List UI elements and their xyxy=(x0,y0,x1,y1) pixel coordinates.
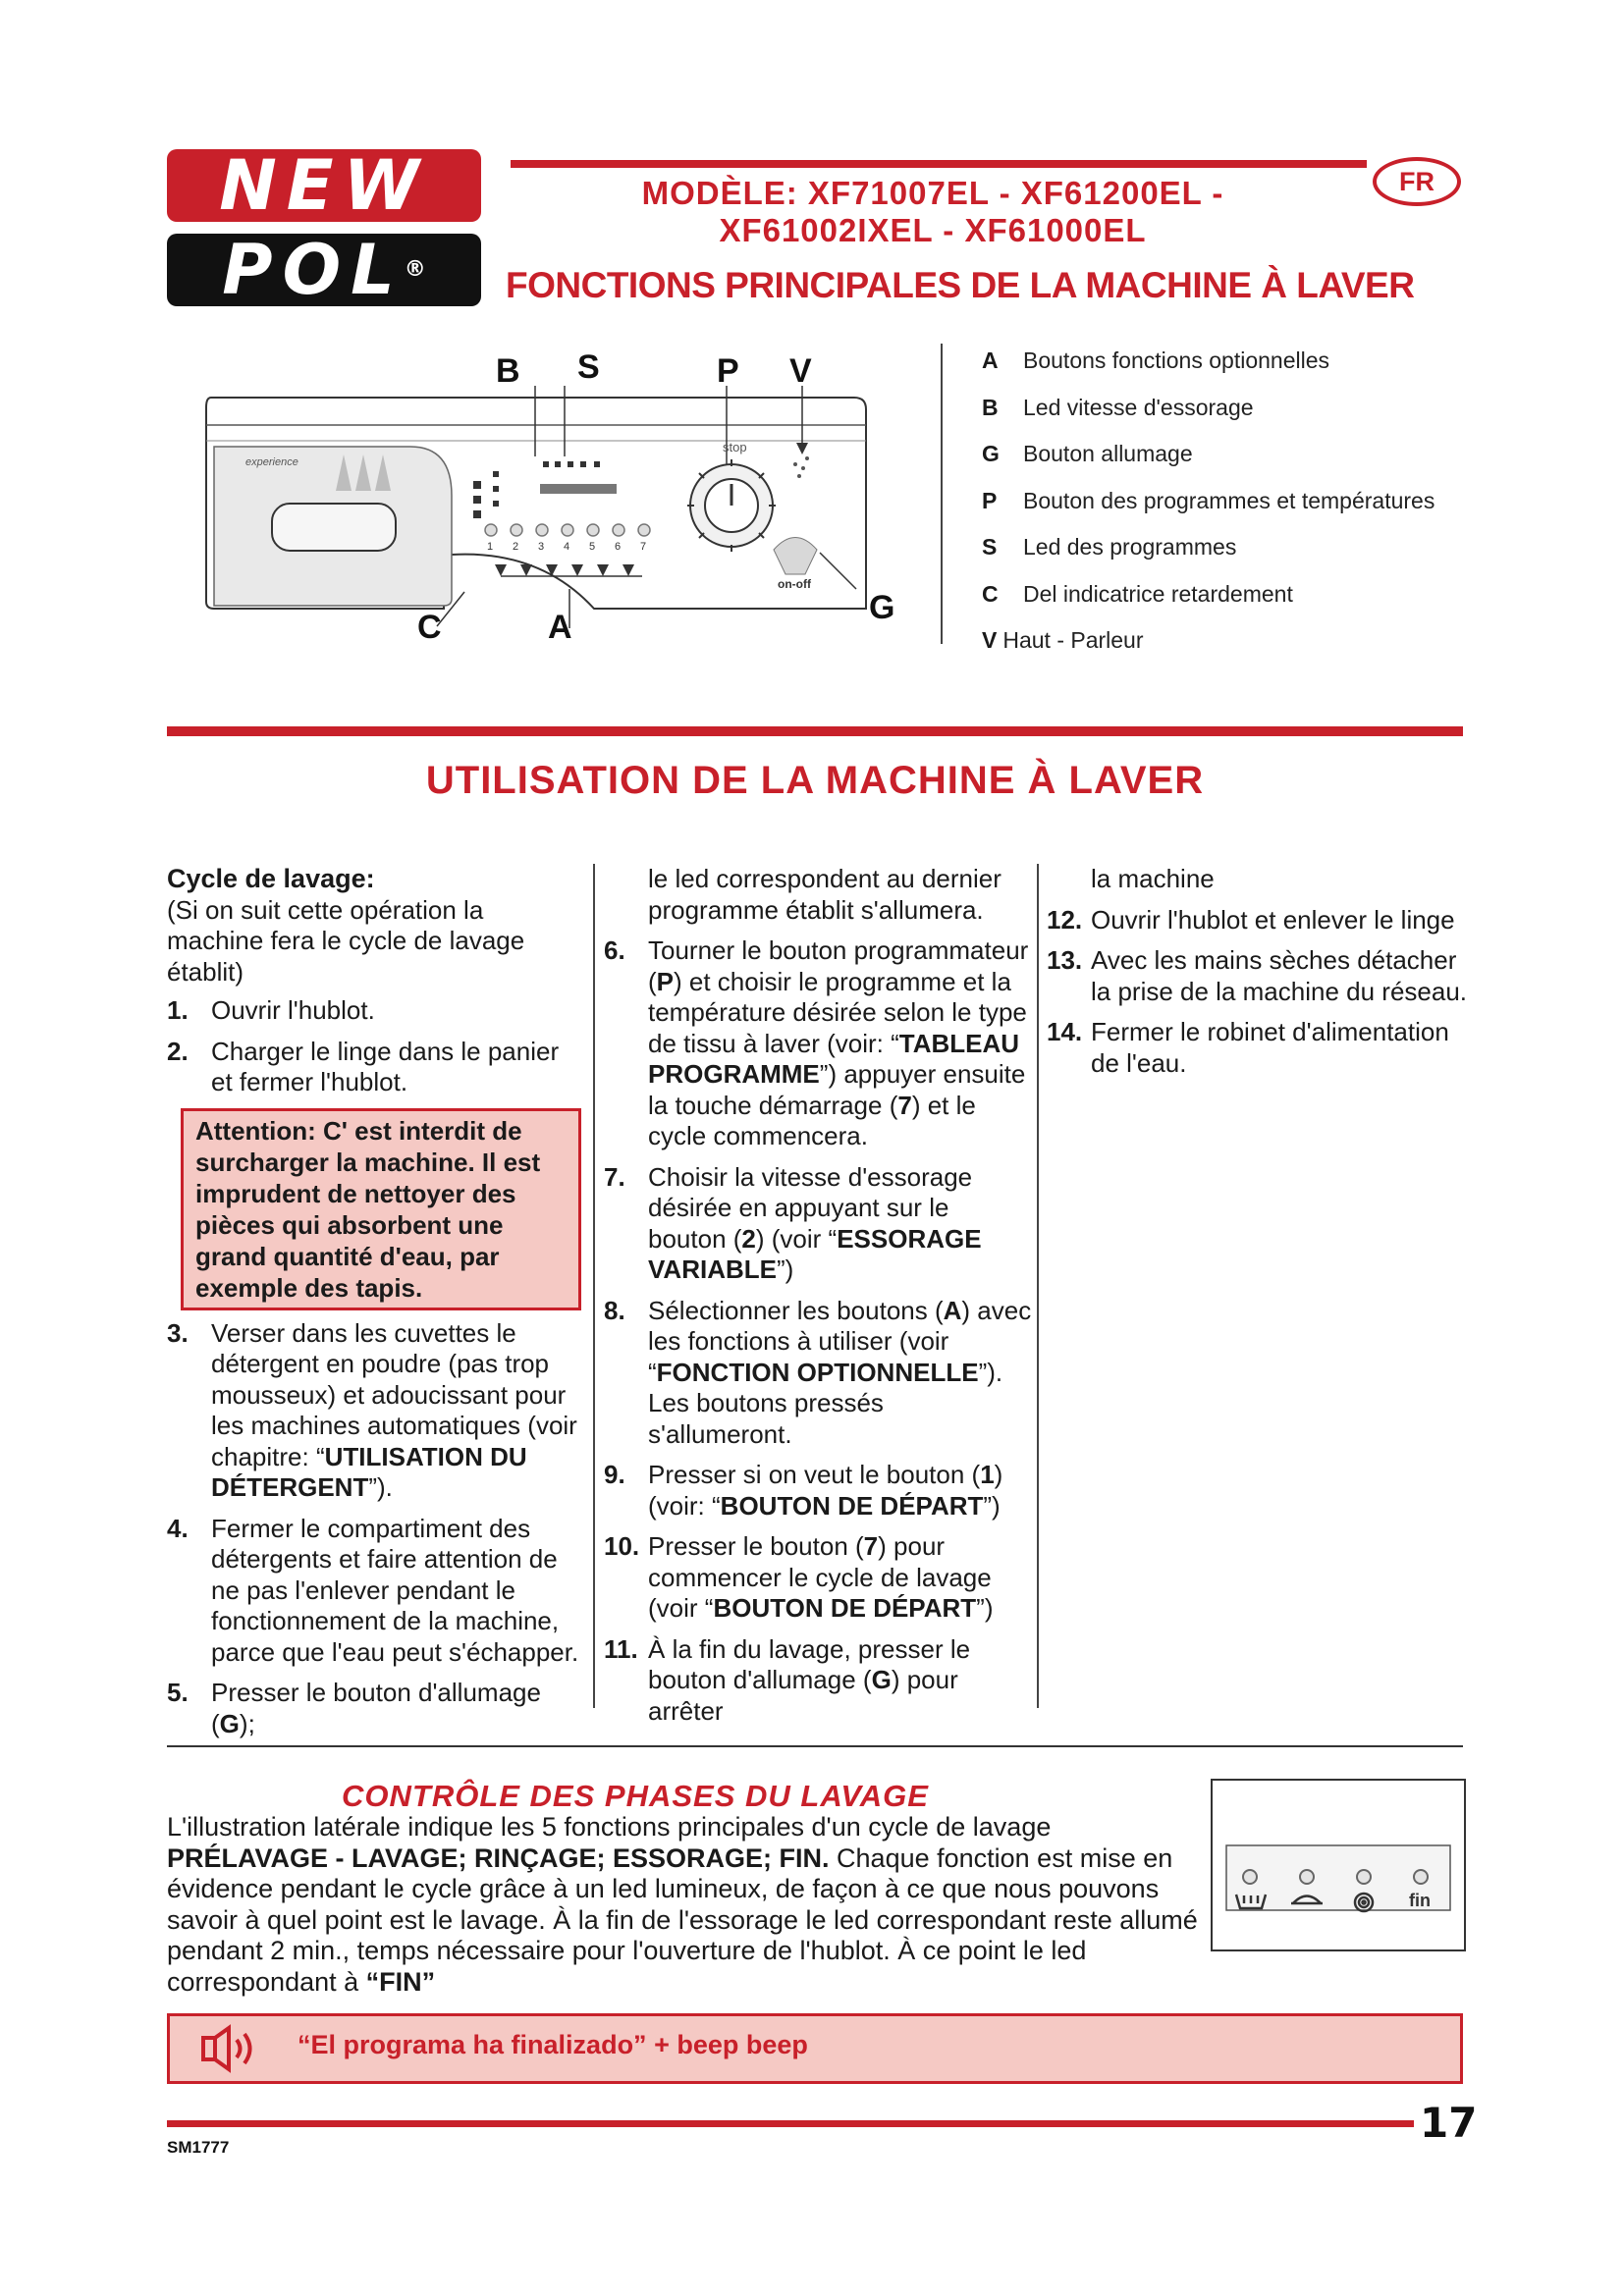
diagram-label-c: C xyxy=(417,609,442,646)
usage-column-2 xyxy=(604,864,1033,1736)
step-item: 4. Fermer le compartiment des détergents et faire attention de ne pas l'enlever pendant le fonctionnement de la machine, parce que l'eau peut s'échapper. xyxy=(167,1513,579,1667)
model-line-2: XF61002IXEL - XF61000EL xyxy=(719,212,1147,248)
step-item: 7. Choisir la vitesse d'essorage désirée en appuyant sur le bouton (2) (voir “ESSORAGE VARIABLE”) xyxy=(604,1161,982,1284)
header-rule xyxy=(511,160,1367,168)
diagram-label-b: B xyxy=(496,352,520,390)
led-number: 1 xyxy=(487,541,494,553)
diagram-label-a: A xyxy=(548,609,572,646)
column-divider xyxy=(1037,864,1039,1708)
step-item: 1. Ouvrir l'hublot. xyxy=(167,995,375,1025)
diagram-label-g: G xyxy=(869,589,895,626)
phase-led-drawing xyxy=(1213,1781,1464,1949)
legend-item: C Del indicatrice retardement xyxy=(982,580,1293,607)
section-title-control: CONTRÔLE DES PHASES DU LAVAGE xyxy=(342,1779,929,1813)
led-fin-label: fin xyxy=(1409,1891,1431,1910)
step-item: 2. Charger le linge dans le panier et fermer l'hublot. xyxy=(167,1036,560,1096)
led-number: 3 xyxy=(538,541,545,553)
cycle-intro: (Si on suit cette opération la machine fera le cycle de lavage établit) xyxy=(167,894,525,987)
led-number: 7 xyxy=(640,541,647,553)
step-item: 9. Presser si on veut le bouton (1) (voir: “BOUTON DE DÉPART”) xyxy=(604,1460,1003,1521)
led-number: 4 xyxy=(564,541,570,553)
legend-item: G Bouton allumage xyxy=(982,441,1193,466)
model-line-1: MODÈLE: XF71007EL - XF61200EL - xyxy=(641,175,1224,211)
legend-item: S Led des programmes xyxy=(982,534,1237,560)
notice-text: “El programa ha finalizado” + beep beep xyxy=(298,2030,808,2059)
cycle-title: Cycle de lavage: xyxy=(167,864,375,893)
model-heading xyxy=(511,175,1355,249)
step-item: 14. Fermer le robinet d'alimentation de l'eau. xyxy=(1047,1017,1449,1078)
overload-warning: Attention: C' est interdit de surcharger la machine. Il est imprudent de nettoyer des pièces qui absorbent une grand quantité d'eau, par exemple des tapis. xyxy=(181,1108,581,1310)
footer-rule xyxy=(167,2120,1414,2127)
document-code: SM1777 xyxy=(167,2138,230,2157)
usage-column-3 xyxy=(1047,864,1469,1089)
step-item: 10. Presser le bouton (7) pour commencer le cycle de lavage (voir “BOUTON DE DÉPART”) xyxy=(604,1531,994,1623)
section-divider xyxy=(167,726,1463,736)
diagram-label-p: P xyxy=(717,352,739,390)
step-item: 13. Avec les mains sèches détacher la prise de la machine du réseau. xyxy=(1047,945,1468,1006)
brand-logo xyxy=(167,145,481,310)
section-rule xyxy=(167,1745,1463,1747)
end-notice xyxy=(167,2013,1463,2084)
led-number: 6 xyxy=(615,541,622,553)
step-continuation: la machine xyxy=(1091,864,1215,893)
control-paragraph: L'illustration latérale indique les 5 fonctions principales d'un cycle de lavage PRÉLAVAGE - LAVAGE; RINÇAGE; ESSORAGE; FIN. Chaque fonction est mise en évidence pendant le cycle grâce à un led lumineux, de façon à ce que nous pouvons savoir à quel point est le lavage. À la fin de l'essorage le led correspondant reste allumé pendant 2 min., temps nécessaire pour l'ouverture de l'hublot. À ce point le led correspondant à “FIN” xyxy=(167,1812,1198,1997)
step-item: 8. Sélectionner les boutons (A) avec les fonctions à utiliser (voir “FONCTION OPTIONNELLE”). Les boutons pressés s'allumeront. xyxy=(604,1295,1032,1449)
panel-on-off-text: on-off xyxy=(778,577,811,591)
step-item: 3. Verser dans les cuvettes le détergent en poudre (pas trop mousseux) et adoucissant pour les machines automatiques (voir chapitre: “UTILISATION DU DÉTERGENT”). xyxy=(167,1317,577,1502)
section-title-usage: UTILISATION DE LA MACHINE À LAVER xyxy=(425,759,1205,802)
step-item: 12. Ouvrir l'hublot et enlever le linge xyxy=(1047,904,1455,934)
step-item: 6. Tourner le bouton programmateur (P) et choisir le programme et la température désirée selon le type de tissu à laver (voir: “TABLEAU PROGRAMME”) appuyer ensuite la touche démarrage (7) et le cycle commencera. xyxy=(604,935,1029,1150)
panel-stop-text: stop xyxy=(723,440,747,454)
legend-divider xyxy=(941,344,943,644)
phase-led-panel xyxy=(1211,1779,1466,1951)
speaker-icon xyxy=(199,2024,268,2073)
diagram-label-v: V xyxy=(789,352,812,390)
column-divider xyxy=(593,864,595,1708)
led-number: 5 xyxy=(589,541,596,553)
diagram-legend xyxy=(982,344,1571,670)
panel-brand-text: experience xyxy=(245,456,298,468)
page-number: 17 xyxy=(1420,2099,1478,2147)
legend-item: B Led vitesse d'essorage xyxy=(982,394,1254,420)
legend-item: A Boutons fonctions optionnelles xyxy=(982,347,1329,373)
step-item: 11. À la fin du lavage, presser le bouton d'allumage (G) pour arrêter xyxy=(604,1633,971,1726)
control-panel-diagram xyxy=(167,348,943,653)
legend-item: P Bouton des programmes et températures xyxy=(982,487,1435,513)
led-number: 2 xyxy=(513,541,519,553)
logo-line-new: NEW xyxy=(167,149,481,222)
diagram-label-s: S xyxy=(577,348,600,386)
usage-column-1 xyxy=(167,864,581,1749)
legend-item: V Haut - Parleur xyxy=(982,627,1144,653)
step-continuation: le led correspondent au dernier programme établit s'allumera. xyxy=(648,864,1001,925)
logo-line-pol: POL® xyxy=(167,234,481,306)
control-panel-drawing xyxy=(167,348,943,653)
step-item: 5. Presser le bouton d'allumage (G); xyxy=(167,1678,541,1738)
language-badge: FR xyxy=(1373,157,1461,206)
section-title-functions: FONCTIONS PRINCIPALES DE LA MACHINE À LAVER xyxy=(506,265,1415,305)
